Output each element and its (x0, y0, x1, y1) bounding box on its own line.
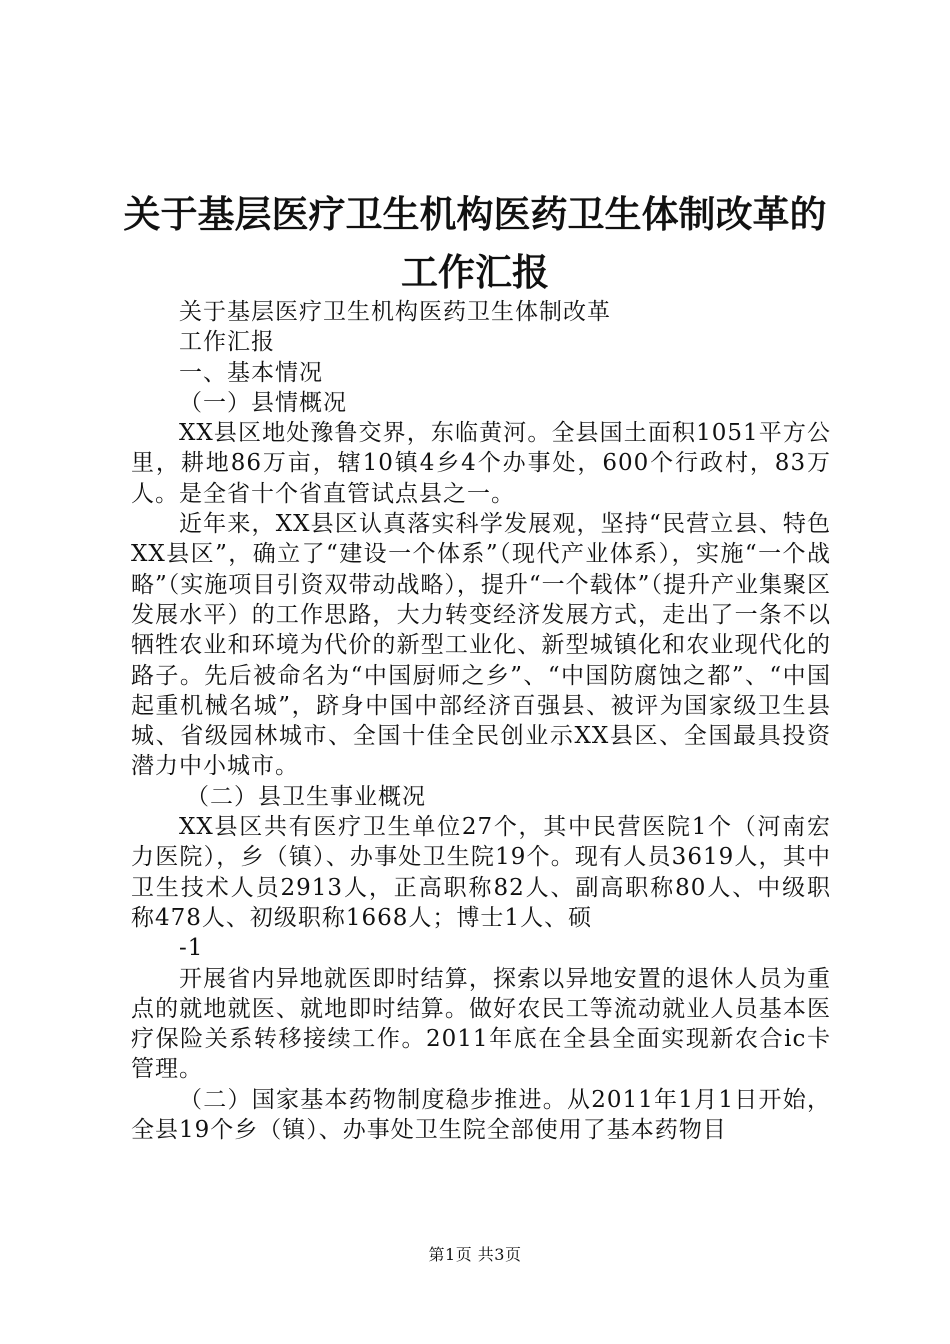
document-body (131, 297, 831, 1145)
page-marker: -1 (179, 935, 204, 962)
paragraph-county-overview: XX县区地处豫鲁交界，东临黄河。全县国土面积1051平方公里，耕地86万亩，辖10镇4乡4个办事处，600个行政村，83万人。是全省十个省直管试点县之一。 (131, 420, 831, 507)
subtitle-line-1: 关于基层医疗卫生机构医药卫生体制改革 (179, 299, 611, 325)
subtitle-line-2: 工作汇报 (179, 329, 275, 356)
document-title: 关于基层医疗卫生机构医药卫生体制改革的工作汇报 (123, 192, 827, 294)
subsection-heading-2: （二）县卫生事业概况 (186, 783, 426, 810)
paragraph-essential-drugs: （二）国家基本药物制度稳步推进。从2011年1月1日开始，全县19个乡（镇）、办事处卫生院全部使用了基本药物目 (131, 1086, 831, 1144)
paragraph-health-overview: XX县区共有医疗卫生单位27个，其中民营医院1个（河南宏力医院），乡（镇）、办事处卫生院19个。现有人员3619人，其中卫生技术人员2913人，正高职称82人、副高职称80人、中级职称478人、初级职称1668人；博士1人、硕 (131, 814, 831, 931)
subsection-heading-1: （一）县情概况 (179, 389, 347, 416)
paragraph-development: 近年来，XX县区认真落实科学发展观，坚持“民营立县、特色XX县区”，确立了“建设一个体系”（现代产业体系），实施“一个战略”（实施项目引资双带动战略），提升“一个载体”（提升产业集聚区发展水平）的工作思路，大力转变经济发展方式，走出了一条不以牺牲农业和环境为代价的新型工业化、新型城镇化和农业现代化的路子。先后被命名为“中国厨师之乡”、“中国防腐蚀之都”、“中国起重机械名城”，跻身中国中部经济百强县、被评为国家级卫生县城、省级园林城市、全国十佳全民创业示XX县区、全国最具投资潜力中小城市。 (131, 511, 831, 780)
section-heading: 一、基本情况 (179, 359, 323, 386)
paragraph-settlement: 开展省内异地就医即时结算，探索以异地安置的退休人员为重点的就地就医、就地即时结算。做好农民工等流动就业人员基本医疗保险关系转移接续工作。2011年底在全县全面实现新农合ic卡管理。 (131, 965, 831, 1083)
page-footer: 第1页 共3页 (428, 1245, 522, 1264)
